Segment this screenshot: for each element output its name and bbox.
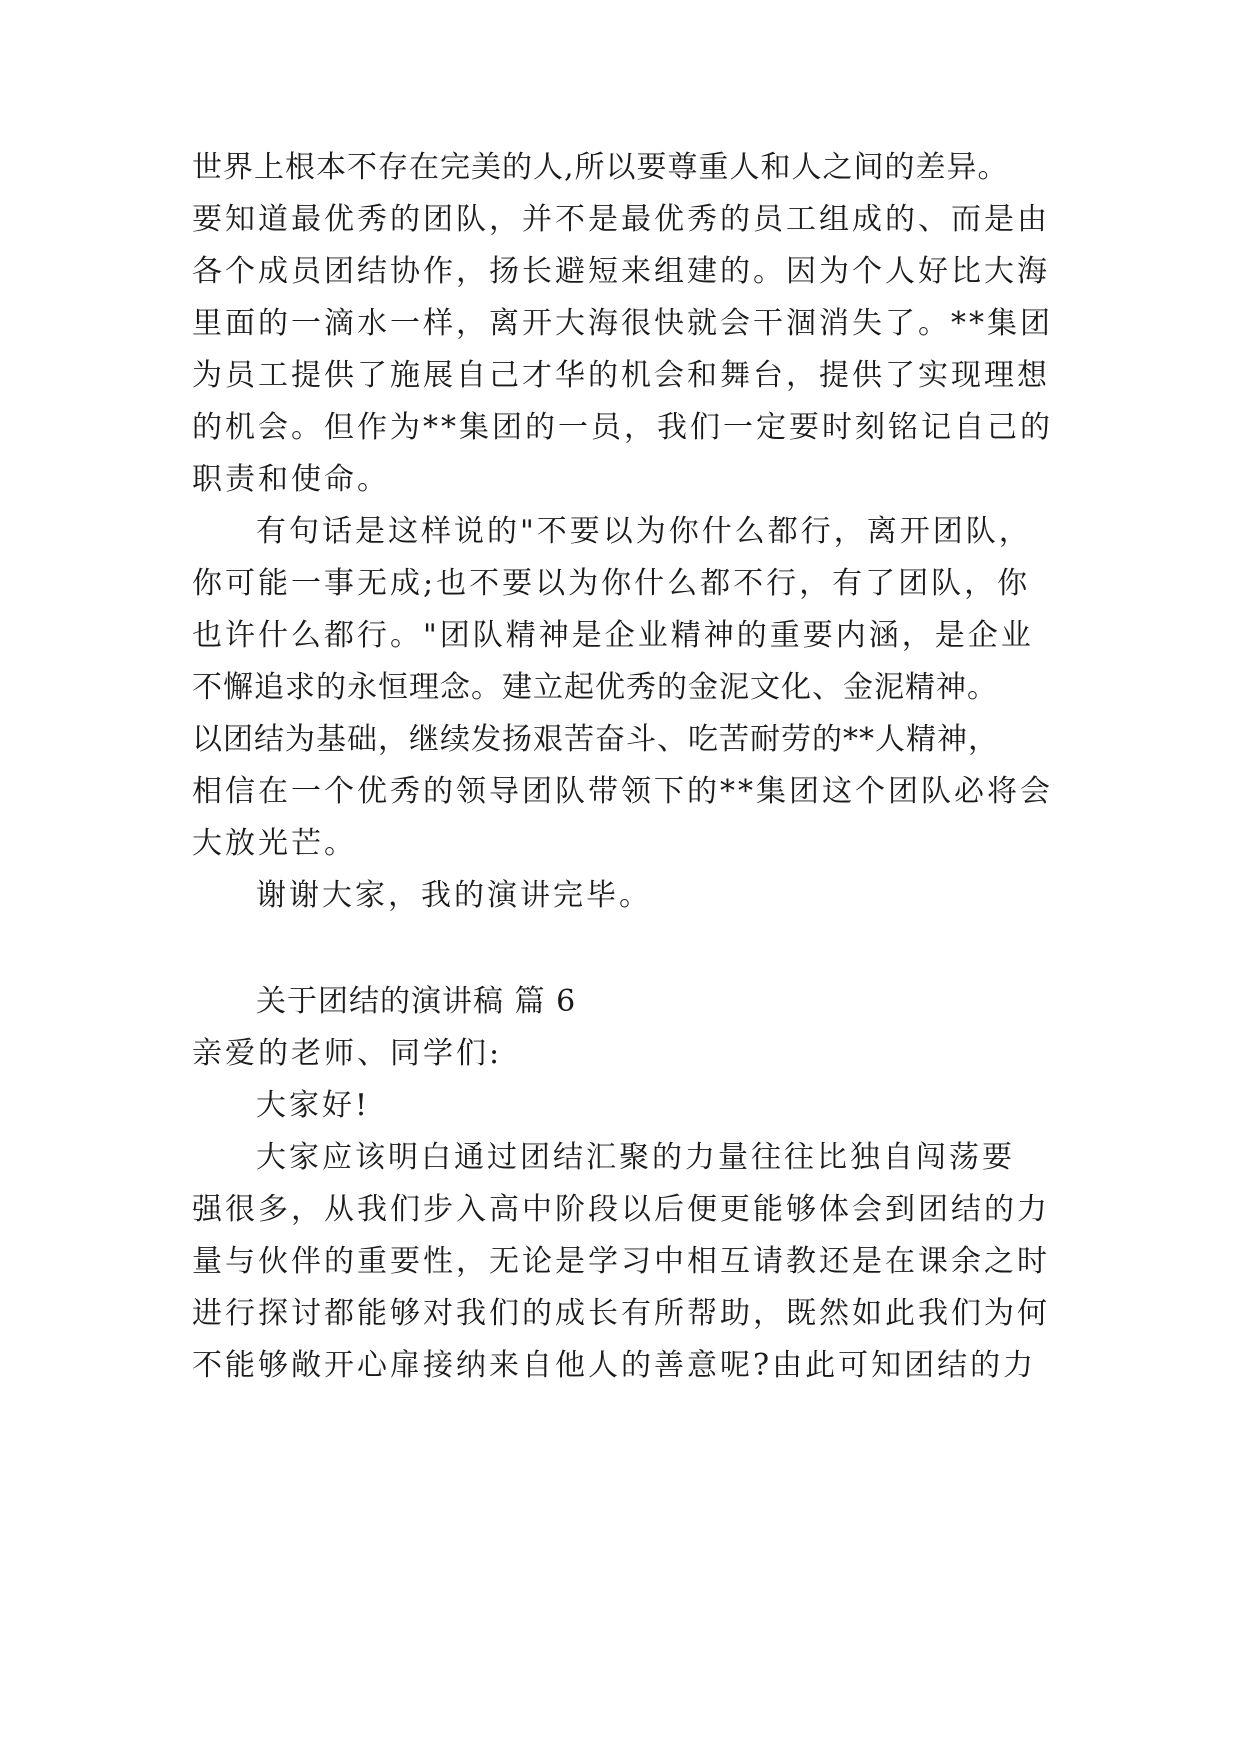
- paragraph-line: 要知道最优秀的团队，并不是最优秀的员工组成的、而是由: [192, 202, 1050, 237]
- paragraph-line: 不懈追求的永恒理念。建立起优秀的金泥文化、金泥精神。: [192, 670, 998, 705]
- paragraph-line: 的机会。但作为**集团的一员，我们一定要时刻铭记自己的: [192, 410, 1053, 445]
- paragraph-line: 职责和使命。: [192, 462, 390, 497]
- section-heading: 关于团结的演讲稿 篇 6: [256, 984, 577, 1019]
- paragraph-line: 也许什么都行。"团队精神是企业精神的重要内涵，是企业: [192, 618, 1034, 653]
- paragraph-line: 以团结为基础，继续发扬艰苦奋斗、吃苦耐劳的**人精神，: [192, 722, 999, 757]
- greeting: 大家好!: [256, 1088, 371, 1123]
- paragraph-line: 你可能一事无成;也不要以为你什么都不行，有了团队，你: [192, 566, 1031, 601]
- paragraph-line: 进行探讨都能够对我们的成长有所帮助，既然如此我们为何: [192, 1296, 1050, 1331]
- paragraph-line: 里面的一滴水一样，离开大海很快就会干涸消失了。**集团: [192, 306, 1053, 341]
- paragraph-line: 相信在一个优秀的领导团队带领下的**集团这个团队必将会: [192, 774, 1053, 809]
- paragraph-line: 量与伙伴的重要性，无论是学习中相互请教还是在课余之时: [192, 1244, 1050, 1279]
- paragraph-line: 谢谢大家，我的演讲完毕。: [256, 878, 652, 913]
- paragraph-line: 为员工提供了施展自己才华的机会和舞台，提供了实现理想: [192, 358, 1050, 393]
- paragraph-line: 大家应该明白通过团结汇聚的力量往往比独自闯荡要: [256, 1140, 1015, 1175]
- paragraph-line: 大放光芒。: [192, 826, 357, 861]
- paragraph-line: 世界上根本不存在完美的人,所以要尊重人和人之间的差异。: [192, 150, 1009, 185]
- paragraph-line: 各个成员团结协作，扬长避短来组建的。因为个人好比大海: [192, 254, 1050, 289]
- paragraph-line: 强很多，从我们步入高中阶段以后便更能够体会到团结的力: [192, 1192, 1050, 1227]
- paragraph-line: 不能够敞开心扉接纳来自他人的善意呢?由此可知团结的力: [192, 1348, 1037, 1383]
- paragraph-line: 有句话是这样说的"不要以为你什么都行，离开团队，: [256, 514, 1032, 549]
- salutation: 亲爱的老师、同学们:: [192, 1036, 503, 1071]
